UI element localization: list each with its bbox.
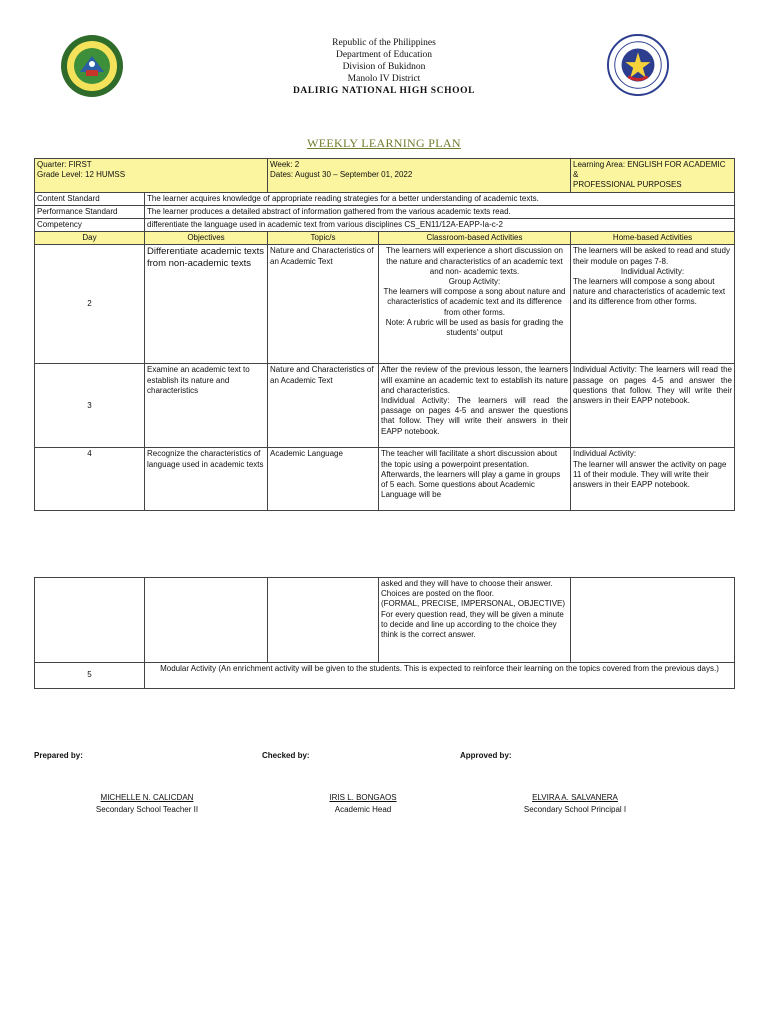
area-line-2: PROFESSIONAL PURPOSES [573, 180, 682, 190]
home-line: Individual Activity: The learners will read the passage on pages 4-5 and answer the questions that follow. They will write their answers in their EAPP notebook. [573, 365, 732, 406]
learning-area-cell [571, 159, 735, 193]
continuation-table [34, 577, 735, 689]
weekly-plan-table [34, 158, 735, 511]
classroom-line: Individual Activity: The learners will read the passage on pages 4-5 and answer the questions that follow. They will write their answers in their EAPP notebook. [381, 396, 568, 436]
table-row [35, 448, 735, 511]
day-cell: 2 [35, 245, 145, 364]
home-line: The learners will compose a song about nature and characteristics of academic text and its difference from other forms. [573, 277, 726, 307]
objective-cell: Recognize the characteristics of language used in academic texts [145, 448, 268, 511]
classroom-line: The teacher will facilitate a short discussion about the topic using a powerpoint presentation. Afterwards, the learners will play a game in groups of 5 each. Some questions about Academic Language will be [381, 449, 561, 500]
classroom-line: Note: A rubric will be used as basis for grading the students' output [385, 317, 564, 338]
topic-cell: Academic Language [268, 448, 379, 511]
dates-text: Dates: August 30 – September 01, 2022 [270, 170, 413, 180]
classroom-line: The learners will experience a short discussion on the nature and characteristics of an academic text and non- academic texts. [386, 246, 563, 276]
classroom-cell [379, 245, 571, 364]
checked-by-label: Checked by: [262, 751, 310, 760]
content-standard-row [35, 192, 735, 205]
quarter-cell [35, 159, 268, 193]
topic-cell: Nature and Characteristics of an Academic Text [268, 245, 379, 364]
checked-position: Academic Head [334, 805, 392, 814]
home-cell [571, 245, 735, 364]
approved-name: ELVIRA A. SALVANERA [532, 793, 618, 802]
classroom-line: The learners will compose a song about nature and characteristics of academic text and its difference from other forms. [383, 287, 566, 317]
objective-cell: Examine an academic text to establish its nature and characteristics [145, 364, 268, 448]
home-cell [571, 448, 735, 511]
week-cell [268, 159, 571, 193]
classroom-line: asked and they will have to choose their answer. Choices are posted on the floor. [381, 579, 553, 599]
table-row [35, 663, 735, 689]
grade-text: Grade Level: 12 HUMSS [37, 170, 126, 180]
performance-standard-row [35, 205, 735, 218]
competency-label: Competency [35, 219, 145, 232]
competency-row [35, 219, 735, 232]
day-cell: 5 [35, 663, 145, 689]
quarter-text: Quarter: FIRST [37, 160, 92, 169]
classroom-line: Group Activity: [448, 277, 501, 287]
topic-cell [268, 578, 379, 663]
column-classroom: Classroom-based Activities [379, 232, 571, 245]
header-school: DALIRIG NATIONAL HIGH SCHOOL [292, 86, 476, 96]
competency-value: differentiate the language used in academic text from various disciplines CS_EN11/12A-EAPP-Ia-c-2 [145, 219, 735, 232]
objective-cell [145, 578, 268, 663]
objective-cell: Differentiate academic texts from non-academic texts [145, 245, 268, 364]
classroom-cell [379, 364, 571, 448]
classroom-cell [379, 578, 571, 663]
column-objectives: Objectives [145, 232, 268, 245]
approved-by-label: Approved by: [460, 751, 512, 760]
day-cell: 4 [35, 448, 145, 511]
prepared-name: MICHELLE N. CALICDAN [100, 793, 194, 802]
page-title: WEEKLY LEARNING PLAN [307, 136, 461, 150]
content-standard-label: Content Standard [35, 192, 145, 205]
column-day: Day [35, 232, 145, 245]
checked-name: IRIS L. BONGAOS [329, 793, 397, 802]
column-topics: Topic/s [268, 232, 379, 245]
header-department: Department of Education [335, 50, 433, 60]
info-row [35, 159, 735, 193]
approved-position: Secondary School Principal I [523, 805, 627, 814]
document-header [0, 37, 768, 97]
column-header-row [35, 232, 735, 245]
header-republic: Republic of the Philippines [332, 38, 436, 48]
area-line-1: Learning Area: ENGLISH FOR ACADEMIC & [573, 160, 726, 180]
week-text: Week: 2 [270, 160, 300, 169]
home-line: The learner will answer the activity on page 11 of their module. They will write their answers in their EAPP notebook. [573, 459, 727, 490]
modular-activity-cell: Modular Activity (An enrichment activity will be given to the students. This is expected to reinforce their learning on the topics covered from the previous days.) [145, 663, 735, 689]
day-cell [35, 578, 145, 663]
table-row [35, 245, 735, 364]
column-home: Home-based Activities [571, 232, 735, 245]
content-standard-value: The learner acquires knowledge of appropriate reading strategies for a better understanding of academic texts. [145, 192, 735, 205]
home-cell [571, 364, 735, 448]
home-cell [571, 578, 735, 663]
classroom-cell [379, 448, 571, 511]
home-line: Individual Activity: [573, 449, 637, 459]
prepared-by-label: Prepared by: [34, 751, 83, 760]
prepared-position: Secondary School Teacher II [95, 805, 199, 814]
performance-standard-label: Performance Standard [35, 205, 145, 218]
day-cell: 3 [35, 364, 145, 448]
header-division: Division of Bukidnon [342, 62, 426, 72]
table-row [35, 578, 735, 663]
home-line: The learners will be asked to read and study their module on pages 7-8. [573, 246, 730, 266]
home-line: Individual Activity: [620, 266, 685, 276]
table-row [35, 364, 735, 448]
header-district: Manolo IV District [347, 74, 421, 84]
topic-cell: Nature and Characteristics of an Academic Text [268, 364, 379, 448]
classroom-line: (FORMAL, PRECISE, IMPERSONAL, OBJECTIVE) For every question read, they will be given a minute to decide and line up according to the choice they think is the correct answer. [381, 599, 566, 640]
classroom-line: After the review of the previous lesson, the learners will examine an academic text to establish its nature and characteristics. [381, 365, 568, 395]
performance-standard-value: The learner produces a detailed abstract of information gathered from the various academic texts read. [145, 205, 735, 218]
